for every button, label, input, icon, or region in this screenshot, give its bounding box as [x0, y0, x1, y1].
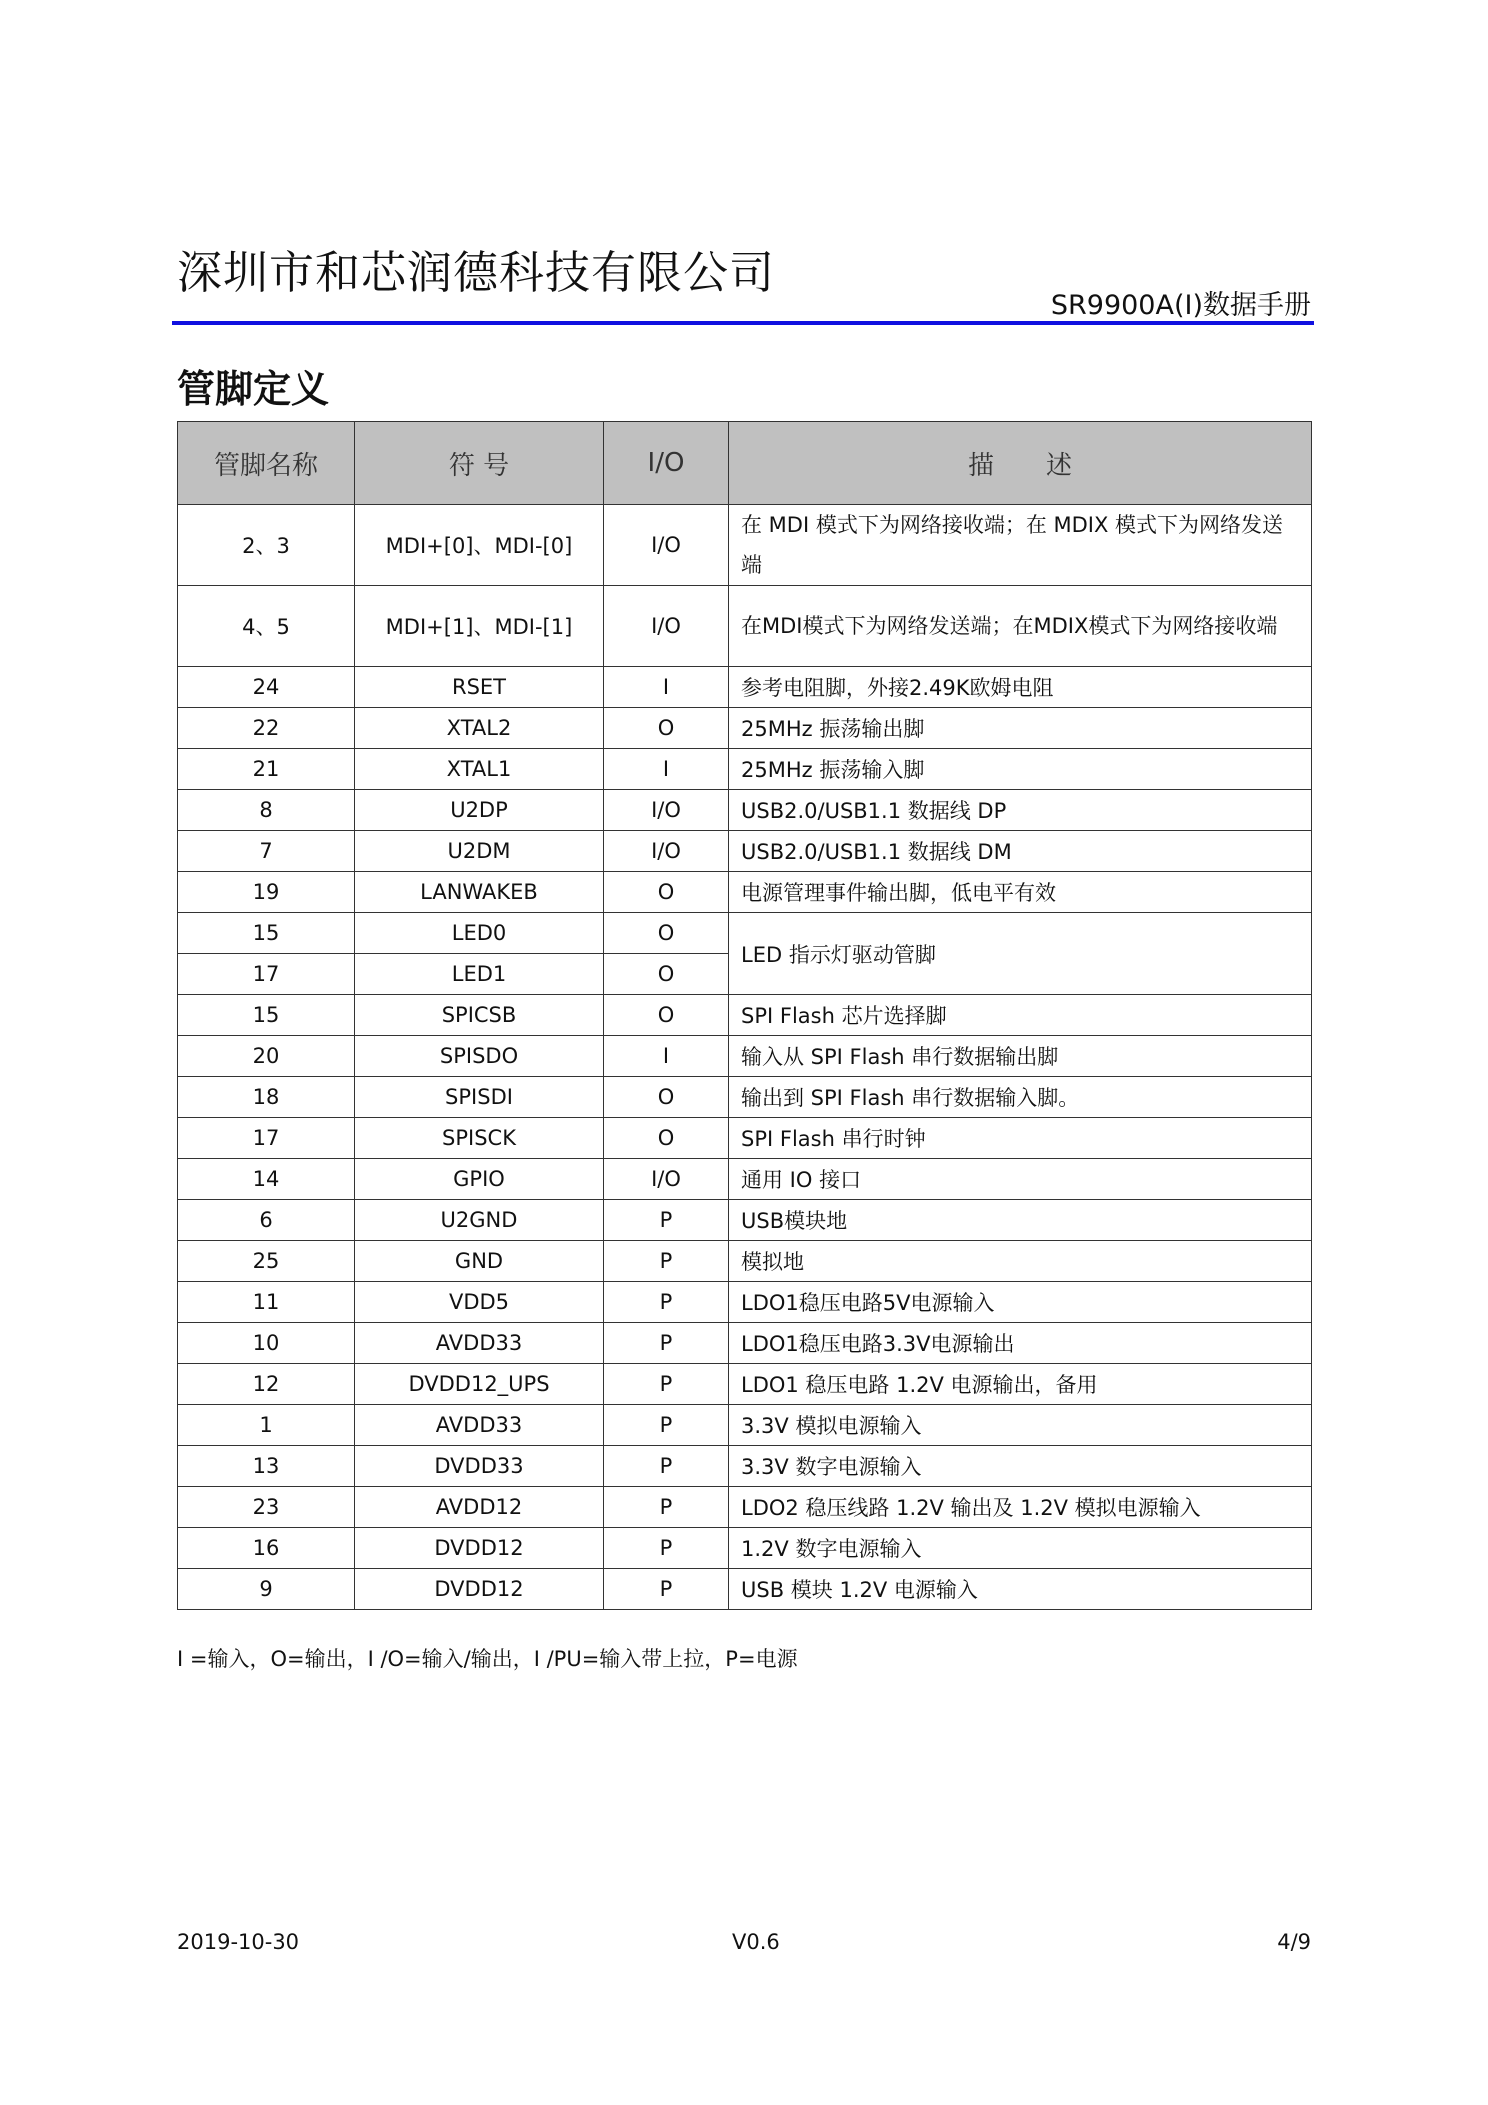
- table-row: [178, 505, 1312, 586]
- pin-description: USB2.0/USB1.1 数据线 DM: [729, 831, 1312, 872]
- table-row: [178, 1569, 1312, 1610]
- pin-description: LED 指示灯驱动管脚: [729, 913, 1312, 995]
- table-row: [178, 667, 1312, 708]
- pin-symbol: DVDD12: [355, 1569, 604, 1610]
- company-name: 深圳市和芯润德科技有限公司: [177, 246, 776, 299]
- pin-number: 13: [178, 1446, 355, 1487]
- footer-date: 2019-10-30: [177, 1930, 300, 1954]
- pin-number: 6: [178, 1200, 355, 1241]
- header-io: I/O: [604, 422, 729, 505]
- pin-io-type: P: [604, 1446, 729, 1487]
- section-title: 管脚定义: [177, 367, 330, 411]
- pin-symbol: MDI+[1]、MDI-[1]: [355, 586, 604, 667]
- pin-io-type: P: [604, 1241, 729, 1282]
- pin-number: 21: [178, 749, 355, 790]
- pin-symbol: XTAL1: [355, 749, 604, 790]
- pin-number: 14: [178, 1159, 355, 1200]
- table-row: [178, 1528, 1312, 1569]
- pin-io-type: O: [604, 995, 729, 1036]
- pin-symbol: LED1: [355, 954, 604, 995]
- pin-io-type: P: [604, 1323, 729, 1364]
- pin-description: 输入从 SPI Flash 串行数据输出脚: [729, 1036, 1312, 1077]
- pin-io-type: I/O: [604, 586, 729, 667]
- pin-number: 9: [178, 1569, 355, 1610]
- pin-symbol: AVDD12: [355, 1487, 604, 1528]
- table-row: [178, 1323, 1312, 1364]
- pin-io-type: P: [604, 1364, 729, 1405]
- table-row: [178, 995, 1312, 1036]
- pin-symbol: LED0: [355, 913, 604, 954]
- pin-number: 23: [178, 1487, 355, 1528]
- pin-number: 15: [178, 913, 355, 954]
- pin-description: 25MHz 振荡输出脚: [729, 708, 1312, 749]
- pin-io-type: P: [604, 1282, 729, 1323]
- pin-symbol: DVDD12: [355, 1528, 604, 1569]
- pin-symbol: XTAL2: [355, 708, 604, 749]
- pin-description: LDO1 稳压电路 1.2V 电源输出，备用: [729, 1364, 1312, 1405]
- pin-io-type: O: [604, 954, 729, 995]
- pin-description: 电源管理事件输出脚，低电平有效: [729, 872, 1312, 913]
- pin-definition-table: [177, 421, 1312, 1610]
- pin-io-type: I: [604, 1036, 729, 1077]
- pin-io-type: I/O: [604, 790, 729, 831]
- pin-number: 1: [178, 1405, 355, 1446]
- pin-number: 17: [178, 954, 355, 995]
- pin-symbol: SPISCK: [355, 1118, 604, 1159]
- pin-number: 7: [178, 831, 355, 872]
- table-row: [178, 1159, 1312, 1200]
- table-row: [178, 790, 1312, 831]
- pin-symbol: SPISDI: [355, 1077, 604, 1118]
- pin-number: 17: [178, 1118, 355, 1159]
- table-row: [178, 1118, 1312, 1159]
- table-row: [178, 831, 1312, 872]
- pin-number: 19: [178, 872, 355, 913]
- pin-symbol: U2DP: [355, 790, 604, 831]
- pin-io-type: I: [604, 667, 729, 708]
- pin-description: 输出到 SPI Flash 串行数据输入脚。: [729, 1077, 1312, 1118]
- pin-io-type: O: [604, 872, 729, 913]
- table-row: [178, 1077, 1312, 1118]
- pin-number: 16: [178, 1528, 355, 1569]
- pin-io-type: P: [604, 1405, 729, 1446]
- pin-number: 8: [178, 790, 355, 831]
- pin-symbol: SPICSB: [355, 995, 604, 1036]
- pin-io-type: P: [604, 1487, 729, 1528]
- pin-number: 15: [178, 995, 355, 1036]
- pin-io-type: P: [604, 1200, 729, 1241]
- table-header-row: [178, 422, 1312, 505]
- pin-io-type: O: [604, 1118, 729, 1159]
- header-pin-name: 管脚名称: [178, 422, 355, 505]
- pin-symbol: U2DM: [355, 831, 604, 872]
- footer-page-number: 4/9: [1277, 1930, 1311, 1954]
- pin-symbol: AVDD33: [355, 1323, 604, 1364]
- table-row: [178, 913, 1312, 954]
- header-symbol: 符 号: [355, 422, 604, 505]
- pin-io-type: O: [604, 708, 729, 749]
- table-row: [178, 708, 1312, 749]
- table-row: [178, 1282, 1312, 1323]
- pin-description: USB2.0/USB1.1 数据线 DP: [729, 790, 1312, 831]
- pin-number: 4、5: [178, 586, 355, 667]
- io-legend: I =输入，O=输出，I /O=输入/输出，I /PU=输入带上拉，P=电源: [177, 1647, 798, 1671]
- table-row: [178, 1241, 1312, 1282]
- pin-number: 18: [178, 1077, 355, 1118]
- pin-description: SPI Flash 芯片选择脚: [729, 995, 1312, 1036]
- table-row: [178, 1446, 1312, 1487]
- document-title: SR9900A(I)数据手册: [1050, 290, 1311, 321]
- pin-symbol: VDD5: [355, 1282, 604, 1323]
- header-divider: [172, 321, 1314, 325]
- pin-description: LDO1稳压电路5V电源输入: [729, 1282, 1312, 1323]
- table-row: [178, 586, 1312, 667]
- pin-description: 参考电阻脚，外接2.49K欧姆电阻: [729, 667, 1312, 708]
- table-row: [178, 1405, 1312, 1446]
- pin-io-type: P: [604, 1528, 729, 1569]
- pin-io-type: I: [604, 749, 729, 790]
- table-row: [178, 1036, 1312, 1077]
- pin-io-type: O: [604, 1077, 729, 1118]
- pin-number: 20: [178, 1036, 355, 1077]
- pin-symbol: DVDD12_UPS: [355, 1364, 604, 1405]
- pin-symbol: MDI+[0]、MDI-[0]: [355, 505, 604, 586]
- pin-description: 在 MDI 模式下为网络接收端；在 MDIX 模式下为网络发送端: [729, 505, 1312, 586]
- table-row: [178, 1364, 1312, 1405]
- pin-number: 10: [178, 1323, 355, 1364]
- pin-description: 模拟地: [729, 1241, 1312, 1282]
- pin-description: 25MHz 振荡输入脚: [729, 749, 1312, 790]
- pin-io-type: P: [604, 1569, 729, 1610]
- pin-description: LDO2 稳压线路 1.2V 输出及 1.2V 模拟电源输入: [729, 1487, 1312, 1528]
- pin-number: 24: [178, 667, 355, 708]
- pin-number: 12: [178, 1364, 355, 1405]
- pin-description: 通用 IO 接口: [729, 1159, 1312, 1200]
- pin-io-type: O: [604, 913, 729, 954]
- pin-symbol: U2GND: [355, 1200, 604, 1241]
- pin-description: 3.3V 数字电源输入: [729, 1446, 1312, 1487]
- pin-io-type: I/O: [604, 1159, 729, 1200]
- pin-symbol: LANWAKEB: [355, 872, 604, 913]
- pin-symbol: AVDD33: [355, 1405, 604, 1446]
- pin-description: 1.2V 数字电源输入: [729, 1528, 1312, 1569]
- pin-symbol: RSET: [355, 667, 604, 708]
- pin-description: LDO1稳压电路3.3V电源输出: [729, 1323, 1312, 1364]
- table-row: [178, 749, 1312, 790]
- pin-description: USB 模块 1.2V 电源输入: [729, 1569, 1312, 1610]
- pin-description: USB模块地: [729, 1200, 1312, 1241]
- pin-description: SPI Flash 串行时钟: [729, 1118, 1312, 1159]
- pin-description: 3.3V 模拟电源输入: [729, 1405, 1312, 1446]
- pin-io-type: I/O: [604, 831, 729, 872]
- table-row: [178, 1200, 1312, 1241]
- table-row: [178, 872, 1312, 913]
- pin-symbol: GND: [355, 1241, 604, 1282]
- footer-version: V0.6: [732, 1930, 780, 1954]
- pin-number: 11: [178, 1282, 355, 1323]
- pin-number: 2、3: [178, 505, 355, 586]
- pin-description: 在MDI模式下为网络发送端；在MDIX模式下为网络接收端: [729, 586, 1312, 667]
- pin-symbol: DVDD33: [355, 1446, 604, 1487]
- pin-number: 22: [178, 708, 355, 749]
- pin-io-type: I/O: [604, 505, 729, 586]
- pin-symbol: GPIO: [355, 1159, 604, 1200]
- pin-symbol: SPISDO: [355, 1036, 604, 1077]
- header-description: 描 述: [729, 422, 1312, 505]
- table-row: [178, 1487, 1312, 1528]
- pin-number: 25: [178, 1241, 355, 1282]
